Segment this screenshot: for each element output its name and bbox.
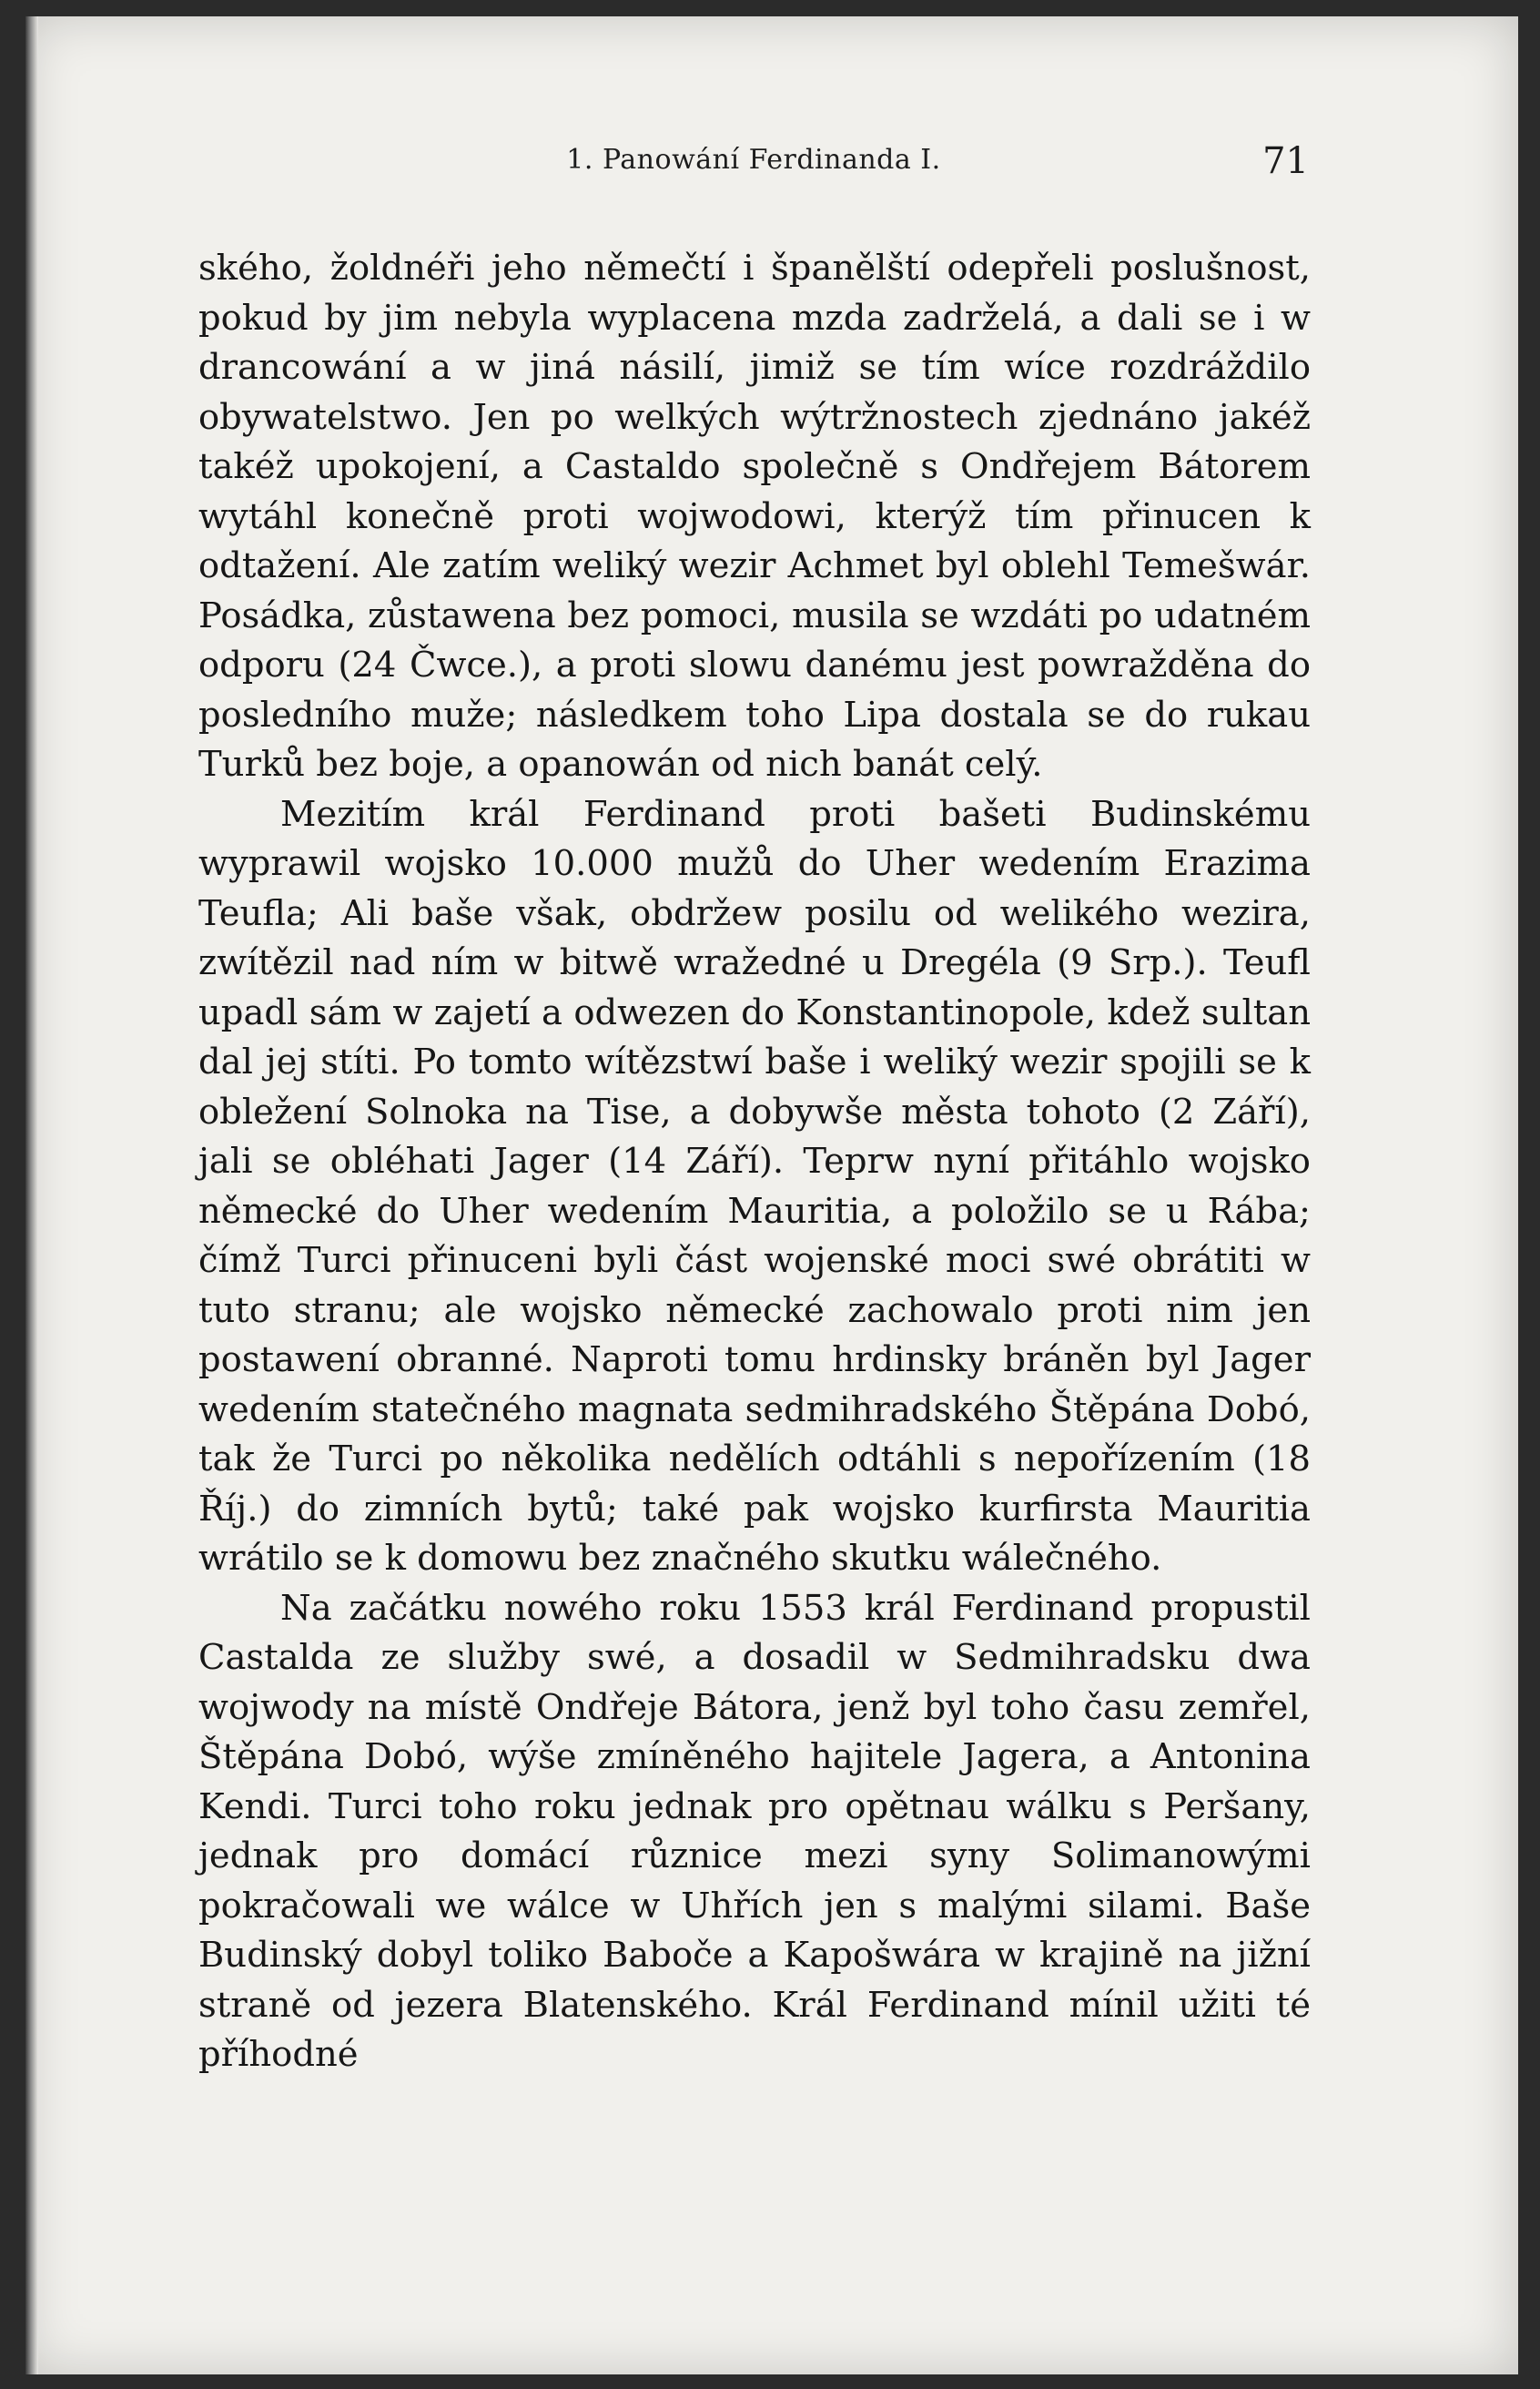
page-number: 71 [1262, 140, 1309, 182]
page-gutter-shadow [25, 16, 38, 2374]
page-header [198, 140, 1309, 208]
paragraph-2: Mezitím král Ferdinand proti bašeti Budinskému wyprawil wojsko 10.000 mužů do Uher wedením Erazima Teufla; Ali baše však, obdržew posilu od welikého wezira, zwítězil nad ním w bitwě wražedné u Dregéla (9 Srp.). Teufl upadl sám w zajetí a odwezen do Konstantinopole, kdež sultan dal jej stíti. Po tomto wítězstwí baše i weliký wezir spojili se k obležení Solnoka na Tise, a dobywše města tohoto (2 Září), jali se obléhati Jager (14 Září). Teprw nyní přitáhlo wojsko německé do Uher wedením Mauritia, a položilo se u Rába; čímž Turci přinuceni byli část wojenské moci swé obrátiti w tuto stranu; ale wojsko německé zachowalo proti nim jen postawení obranné. Naproti tomu hrdinsky bráněn byl Jager wedením statečného magnata sedmihradského Štěpána Dobó, tak že Turci po několika nedělích odtáhli s nepořízením (18 Říj.) do zimních bytů; také pak wojsko kurfirsta Mauritia wrátilo se k domowu bez značného skutku wálečného. [198, 793, 1311, 1579]
paragraph-1: ského, žoldnéři jeho němečtí i španělští odepřeli poslušnost, pokud by jim nebyla wyplacena mzda zadrželá, a dali se i w drancowání a w jiná násilí, jimiž se tím wíce rozdráždilo obywatelstwo. Jen po welkých wýtržnostech zjednáno jakéž takéž upokojení, a Castaldo společně s Ondřejem Bátorem wytáhl konečně proti wojwodowi, kterýž tím přinucen k odtažení. Ale zatím weliký wezir Achmet byl oblehl Temešwár. Posádka, zůstawena bez pomoci, musila se wzdáti po udatném odporu (24 Čwce.), a proti slowu danému jest powražděna do posledního muže; následkem toho Lipa dostala se do rukau Turků bez boje, a opanowán od nich banát celý. [198, 248, 1311, 785]
paragraph-3: Na začátku nowého roku 1553 král Ferdinand propustil Castalda ze služby swé, a dosadil w Sedmihradsku dwa wojwody na místě Ondřeje Bátora, jenž byl toho času zemřel, Štěpána Dobó, wýše zmíněného hajitele Jagera, a Antonina Kendi. Turci toho roku jednak pro opětnau wálku s Peršany, jednak pro domácí různice mezi syny Solimanowými pokračowali we wálce w Uhřích jen s malými silami. Baše Budinský dobyl toliko Baboče a Kapošwára w krajině na jižní straně od jezera Blatenského. Král Ferdinand mínil užiti té příhodné [198, 1587, 1311, 2075]
book-page [25, 16, 1518, 2374]
body-text [198, 244, 1311, 2080]
running-head: 1. Panowání Ferdinanda I. [566, 144, 941, 176]
